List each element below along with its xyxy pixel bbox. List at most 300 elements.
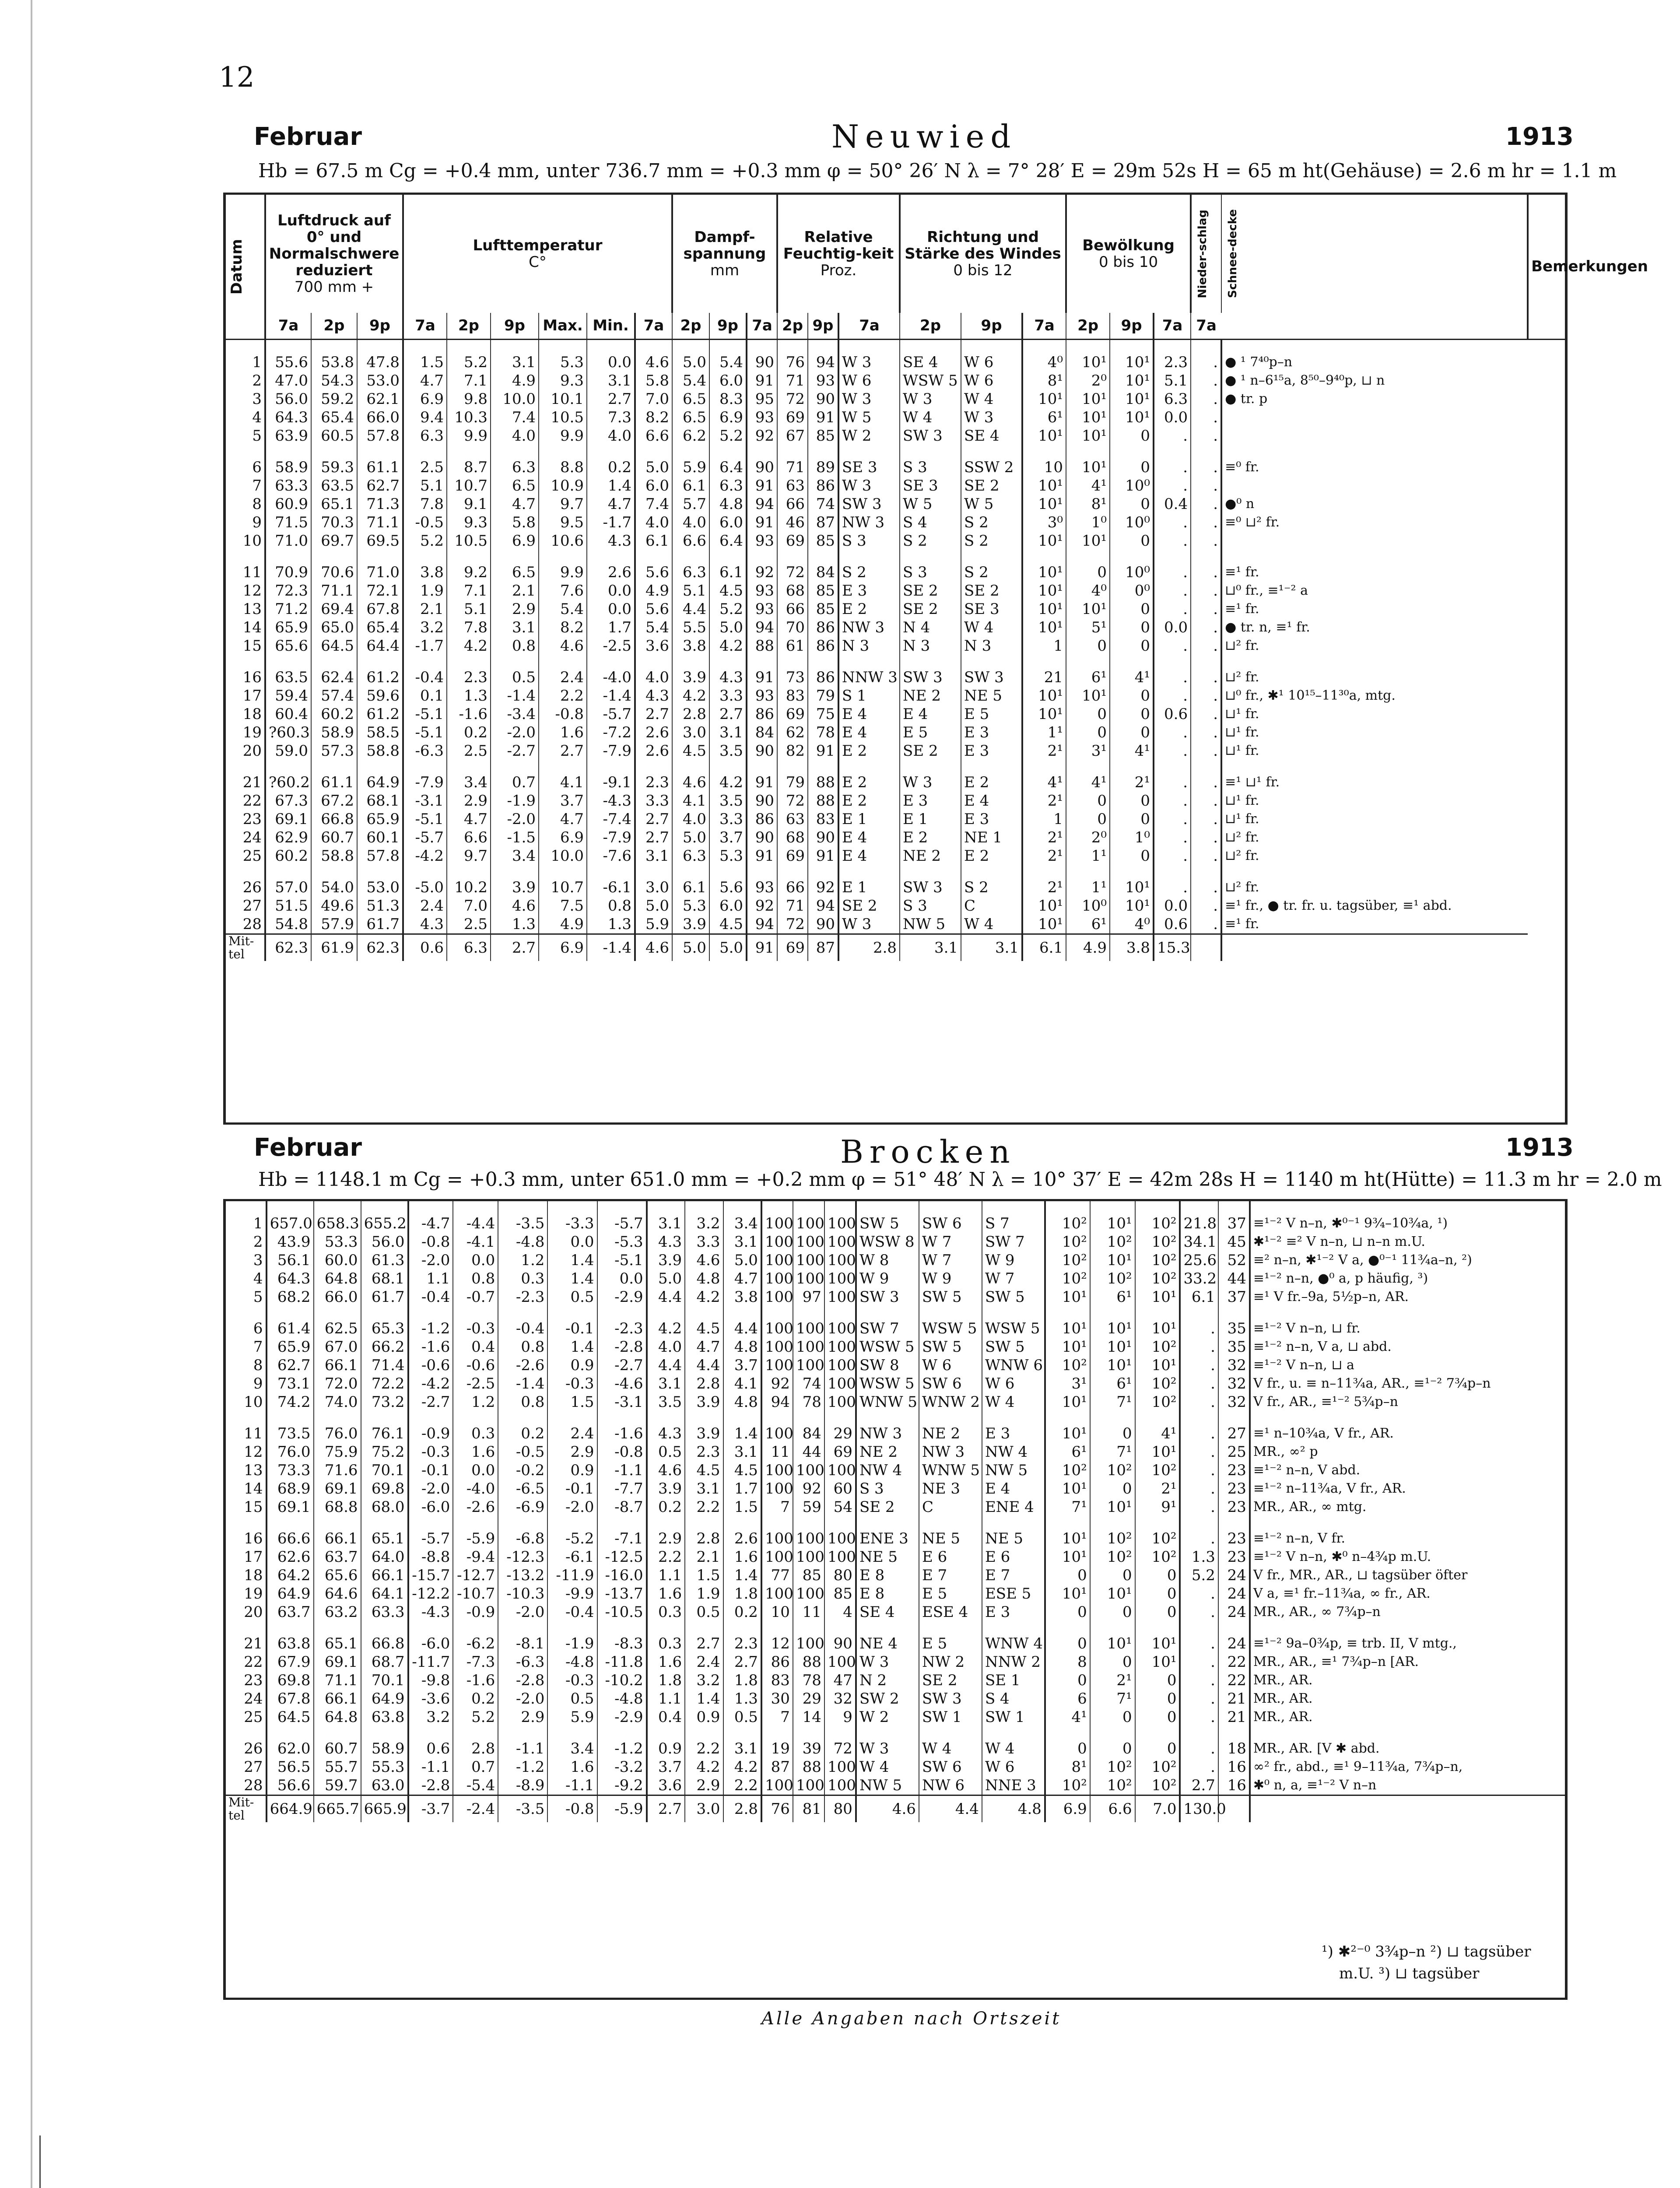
value-cell: 10¹ xyxy=(1022,600,1066,618)
value-cell: 10² xyxy=(1045,1776,1090,1795)
value-cell: 56.5 xyxy=(267,1758,314,1776)
value-cell: 93 xyxy=(747,878,777,897)
value-cell: E 4 xyxy=(961,792,1022,810)
row-gap xyxy=(226,655,1565,668)
remarks-cell: ⊔² fr. xyxy=(1221,668,1528,687)
value-cell: 100 xyxy=(824,1548,856,1566)
remarks-cell: ● ¹ 7⁴⁰p–n xyxy=(1221,353,1528,372)
value-cell: -8.1 xyxy=(498,1634,547,1653)
value-cell: 2.9 xyxy=(547,1443,597,1461)
day-cell: 16 xyxy=(242,668,262,686)
value-cell: 0.5 xyxy=(647,1443,685,1461)
value-cell: 0 xyxy=(1090,1603,1135,1621)
value-cell: 10¹ xyxy=(1022,618,1066,637)
value-cell: -3.4 xyxy=(491,705,539,723)
value-cell: 2.2 xyxy=(685,1498,723,1516)
value-cell: . xyxy=(1154,600,1191,618)
mean-cell xyxy=(1191,934,1221,961)
value-cell: SW 3 xyxy=(900,427,961,445)
value-cell: 3.5 xyxy=(709,742,747,760)
value-cell: 3.1 xyxy=(647,1214,685,1233)
value-cell: 4.3 xyxy=(635,687,672,705)
value-cell: 2.8 xyxy=(685,1375,723,1393)
value-cell: 9.5 xyxy=(539,513,587,532)
value-cell: 6.9 xyxy=(491,532,539,550)
value-cell: WSW 5 xyxy=(919,1319,982,1338)
table-row xyxy=(226,1319,1565,1338)
day-cell: 25 xyxy=(242,847,262,865)
value-cell: . xyxy=(1191,742,1221,760)
value-cell: 0 xyxy=(1110,600,1154,618)
value-cell: 10¹ xyxy=(1022,897,1066,915)
value-cell: 100 xyxy=(824,1319,856,1338)
value-cell: -5.3 xyxy=(597,1233,647,1251)
value-cell: 10² xyxy=(1135,1375,1180,1393)
remarks-cell: V fr., u. ≡ n–11¾a, AR., ≡¹⁻² 7¾p–n xyxy=(1250,1375,1565,1393)
value-cell: 0 xyxy=(1110,532,1154,550)
value-cell: 55.7 xyxy=(314,1758,361,1776)
value-cell: 4.7 xyxy=(685,1338,723,1356)
value-cell: 3.3 xyxy=(685,1233,723,1251)
n-7a-head: 7a xyxy=(1154,313,1191,339)
value-cell: 90 xyxy=(808,915,838,934)
value-cell: -5.2 xyxy=(547,1529,597,1548)
value-cell: 10¹ xyxy=(1090,1634,1135,1653)
value-cell: 91 xyxy=(808,742,838,760)
value-cell: 66.1 xyxy=(314,1529,361,1548)
value-cell: NNE 3 xyxy=(982,1776,1045,1795)
value-cell: 4.6 xyxy=(539,637,587,655)
day-cell: 26 xyxy=(242,878,262,896)
value-cell: 3⁰ xyxy=(1022,513,1066,532)
remarks-cell: MR., AR., ∞ 7¾p–n xyxy=(1250,1603,1565,1621)
value-cell: 0.0 xyxy=(1154,408,1191,427)
value-cell: 6.3 xyxy=(491,458,539,477)
value-cell: 5.0 xyxy=(672,353,709,372)
value-cell: -7.4 xyxy=(587,810,635,828)
value-cell: 0.9 xyxy=(685,1708,723,1726)
value-cell: -2.8 xyxy=(498,1671,547,1690)
value-cell: -13.7 xyxy=(597,1585,647,1603)
value-cell: 58.9 xyxy=(265,458,311,477)
brocken-table-frame xyxy=(223,1199,1568,2000)
value-cell: 94 xyxy=(808,353,838,372)
value-cell: 51.5 xyxy=(265,897,311,915)
value-cell: 62.5 xyxy=(314,1319,361,1338)
value-cell: 29 xyxy=(793,1690,824,1708)
brocken-year: 1913 xyxy=(1505,1133,1574,1162)
value-cell: 3.7 xyxy=(723,1356,761,1375)
value-cell: 5.9 xyxy=(547,1708,597,1726)
value-cell: W 6 xyxy=(982,1758,1045,1776)
table-row xyxy=(226,1443,1565,1461)
value-cell: 61.7 xyxy=(357,915,403,934)
value-cell: 9.9 xyxy=(539,427,587,445)
value-cell: 3.1 xyxy=(723,1443,761,1461)
brocken-footnote-1: ¹) ✱²⁻⁰ 3¾p–n ²) ⊔ tagsüber xyxy=(1322,1943,1531,1960)
value-cell: W 2 xyxy=(856,1708,919,1726)
value-cell: -0.5 xyxy=(498,1443,547,1461)
dampf-header: Dampf-spannung mm xyxy=(672,195,777,313)
e-2p-head: 2p xyxy=(672,313,709,339)
mean-label: Mit-tel xyxy=(226,934,265,961)
value-cell: 89 xyxy=(808,458,838,477)
value-cell: SW 3 xyxy=(900,668,961,687)
value-cell: W 3 xyxy=(838,477,900,495)
value-cell: 4¹ xyxy=(1066,773,1110,792)
value-cell: 62.7 xyxy=(357,477,403,495)
table-row xyxy=(226,532,1565,550)
value-cell: 4¹ xyxy=(1066,477,1110,495)
value-cell: -0.8 xyxy=(597,1443,647,1461)
value-cell: 6.1 xyxy=(1180,1288,1218,1306)
value-cell: 0.0 xyxy=(587,600,635,618)
value-cell: -3.1 xyxy=(597,1393,647,1411)
value-cell: E 5 xyxy=(961,705,1022,723)
value-cell: 22 xyxy=(1218,1653,1250,1671)
table-row xyxy=(226,1529,1565,1548)
value-cell: 86 xyxy=(808,477,838,495)
value-cell: 60.9 xyxy=(265,495,311,513)
value-cell: 100 xyxy=(824,1338,856,1356)
value-cell: WNW 5 xyxy=(856,1393,919,1411)
value-cell: 93 xyxy=(747,408,777,427)
value-cell: 68.1 xyxy=(357,792,403,810)
value-cell: 5.6 xyxy=(709,878,747,897)
value-cell: 72 xyxy=(824,1739,856,1758)
p-9p-head: 9p xyxy=(357,313,403,339)
schneedecke-header: Schnee-decke xyxy=(1221,195,1528,313)
day-cell: 28 xyxy=(242,915,262,933)
day-cell: 15 xyxy=(242,637,262,655)
value-cell: 5.0 xyxy=(709,618,747,637)
value-cell: 94 xyxy=(747,618,777,637)
value-cell: . xyxy=(1180,1653,1218,1671)
mean-cell: -0.8 xyxy=(547,1795,597,1823)
value-cell: 10¹ xyxy=(1045,1393,1090,1411)
value-cell: 100 xyxy=(793,1356,824,1375)
table-row xyxy=(226,1338,1565,1356)
value-cell: 1⁰ xyxy=(1066,513,1110,532)
value-cell: . xyxy=(1191,408,1221,427)
value-cell: 0 xyxy=(1066,705,1110,723)
value-cell: 7.0 xyxy=(635,390,672,408)
value-cell: NE 2 xyxy=(900,847,961,865)
value-cell: 5.2 xyxy=(709,427,747,445)
value-cell: 7.1 xyxy=(447,582,491,600)
e-9p-head: 9p xyxy=(709,313,747,339)
value-cell: 4.4 xyxy=(647,1288,685,1306)
value-cell: 0⁰ xyxy=(1110,582,1154,600)
value-cell: 4.4 xyxy=(647,1356,685,1375)
value-cell: -2.0 xyxy=(498,1690,547,1708)
value-cell: SE 3 xyxy=(838,458,900,477)
value-cell: W 4 xyxy=(961,390,1022,408)
value-cell: 4¹ xyxy=(1045,1708,1090,1726)
mean-cell: 80 xyxy=(824,1795,856,1823)
value-cell: 10¹ xyxy=(1090,1251,1135,1269)
value-cell: 1.7 xyxy=(723,1480,761,1498)
mean-cell: 62.3 xyxy=(265,934,311,961)
value-cell: 47 xyxy=(824,1671,856,1690)
value-cell: 23 xyxy=(1218,1498,1250,1516)
value-cell: 71.3 xyxy=(357,495,403,513)
value-cell: 2.2 xyxy=(685,1739,723,1758)
value-cell: 79 xyxy=(777,773,808,792)
value-cell: -6.3 xyxy=(498,1653,547,1671)
value-cell: 2.8 xyxy=(453,1739,498,1758)
value-cell: -10.5 xyxy=(597,1603,647,1621)
value-cell: 27 xyxy=(1218,1424,1250,1443)
value-cell: 3.2 xyxy=(403,618,447,637)
value-cell: . xyxy=(1191,878,1221,897)
value-cell: . xyxy=(1154,477,1191,495)
value-cell: 0 xyxy=(1110,723,1154,742)
value-cell: NW 4 xyxy=(982,1443,1045,1461)
value-cell: 3.6 xyxy=(635,637,672,655)
value-cell: W 4 xyxy=(900,408,961,427)
value-cell: . xyxy=(1154,563,1191,582)
table-row xyxy=(226,1758,1565,1776)
remarks-cell: ≡¹⁻² V n–n, ✱⁰⁻¹ 9¾–10¾a, ¹) xyxy=(1250,1214,1565,1233)
value-cell: 10² xyxy=(1045,1233,1090,1251)
value-cell: SW 6 xyxy=(919,1375,982,1393)
value-cell: 0.3 xyxy=(647,1634,685,1653)
value-cell: 2.3 xyxy=(447,668,491,687)
value-cell: -5.4 xyxy=(453,1776,498,1795)
value-cell: 0 xyxy=(1110,495,1154,513)
value-cell: 57.3 xyxy=(311,742,357,760)
value-cell: 0 xyxy=(1090,1739,1135,1758)
value-cell: 23 xyxy=(1218,1480,1250,1498)
value-cell: -1.4 xyxy=(587,687,635,705)
mean-cell: 2.7 xyxy=(491,934,539,961)
value-cell: 7.8 xyxy=(403,495,447,513)
value-cell: 4.2 xyxy=(685,1288,723,1306)
value-cell: 10² xyxy=(1135,1251,1180,1269)
wind-header: Richtung und Stärke des Windes 0 bis 12 xyxy=(900,195,1066,313)
value-cell: 9.3 xyxy=(539,372,587,390)
value-cell: 58.8 xyxy=(311,847,357,865)
value-cell: 10¹ xyxy=(1135,1443,1180,1461)
value-cell: 75.2 xyxy=(361,1443,408,1461)
value-cell: SSW 2 xyxy=(961,458,1022,477)
value-cell: 10² xyxy=(1135,1529,1180,1548)
value-cell: 1.1 xyxy=(647,1690,685,1708)
value-cell: 0.6 xyxy=(1154,915,1191,934)
value-cell: 6.1 xyxy=(709,563,747,582)
value-cell: 10¹ xyxy=(1066,353,1110,372)
remarks-cell: ≡¹⁻² V n–n, ⊔ a xyxy=(1250,1356,1565,1375)
value-cell: 4.2 xyxy=(447,637,491,655)
value-cell: 4.5 xyxy=(709,582,747,600)
value-cell: 4.7 xyxy=(403,372,447,390)
value-cell: 0.0 xyxy=(453,1461,498,1480)
value-cell: 71.1 xyxy=(311,582,357,600)
value-cell: 6.9 xyxy=(403,390,447,408)
value-cell: 1.2 xyxy=(453,1393,498,1411)
value-cell: 4.7 xyxy=(491,495,539,513)
value-cell: . xyxy=(1191,372,1221,390)
value-cell: 66.0 xyxy=(357,408,403,427)
value-cell: 2.1 xyxy=(685,1548,723,1566)
value-cell: 90 xyxy=(747,742,777,760)
value-cell: 73 xyxy=(777,668,808,687)
value-cell: 100 xyxy=(824,1214,856,1233)
f-9p-head: 9p xyxy=(808,313,838,339)
value-cell: 0.2 xyxy=(447,723,491,742)
value-cell: 10¹ xyxy=(1090,1338,1135,1356)
value-cell: -1.4 xyxy=(498,1375,547,1393)
value-cell: 100 xyxy=(824,1251,856,1269)
remarks-cell: MR., AR. xyxy=(1250,1690,1565,1708)
table-row xyxy=(226,1498,1565,1516)
value-cell: S 2 xyxy=(961,878,1022,897)
value-cell: 9 xyxy=(824,1708,856,1726)
value-cell: 0 xyxy=(1135,1690,1180,1708)
value-cell: 100 xyxy=(824,1776,856,1795)
t-7a-head: 7a xyxy=(403,313,447,339)
value-cell: 63.2 xyxy=(314,1603,361,1621)
value-cell: -1.6 xyxy=(447,705,491,723)
mean-cell: -5.9 xyxy=(597,1795,647,1823)
value-cell: -12.7 xyxy=(453,1566,498,1585)
value-cell: 44 xyxy=(1218,1269,1250,1288)
value-cell: E 2 xyxy=(838,742,900,760)
mean-cell: 3.1 xyxy=(900,934,961,961)
value-cell: 3.4 xyxy=(547,1739,597,1758)
value-cell: 11 xyxy=(793,1603,824,1621)
value-cell: 4.7 xyxy=(723,1269,761,1288)
value-cell: NE 2 xyxy=(919,1424,982,1443)
value-cell: S 1 xyxy=(838,687,900,705)
value-cell: 9.9 xyxy=(447,427,491,445)
value-cell: E 3 xyxy=(982,1603,1045,1621)
row-gap xyxy=(226,1306,1565,1319)
value-cell: -1.1 xyxy=(408,1758,453,1776)
value-cell: 0.5 xyxy=(547,1288,597,1306)
value-cell: E 8 xyxy=(856,1585,919,1603)
value-cell: 87 xyxy=(761,1758,793,1776)
value-cell: 8.3 xyxy=(709,390,747,408)
value-cell: C xyxy=(919,1498,982,1516)
value-cell: 100 xyxy=(761,1529,793,1548)
value-cell: 6 xyxy=(1045,1690,1090,1708)
value-cell: 66.1 xyxy=(361,1566,408,1585)
value-cell: 100 xyxy=(793,1251,824,1269)
value-cell: 7.3 xyxy=(587,408,635,427)
value-cell: -5.7 xyxy=(403,828,447,847)
value-cell: 10¹ xyxy=(1135,1319,1180,1338)
mean-cell: 6.3 xyxy=(447,934,491,961)
value-cell: . xyxy=(1191,427,1221,445)
value-cell: E 3 xyxy=(961,742,1022,760)
value-cell: 4⁰ xyxy=(1066,582,1110,600)
value-cell: 4⁰ xyxy=(1022,353,1066,372)
value-cell: 62.0 xyxy=(267,1739,314,1758)
value-cell: 64.9 xyxy=(361,1690,408,1708)
value-cell: 100 xyxy=(824,1356,856,1375)
value-cell: 0.2 xyxy=(498,1424,547,1443)
value-cell: 8 xyxy=(1045,1653,1090,1671)
value-cell: 10² xyxy=(1135,1461,1180,1480)
value-cell: 66.2 xyxy=(361,1338,408,1356)
value-cell: 2.1 xyxy=(491,582,539,600)
value-cell: 32 xyxy=(824,1690,856,1708)
value-cell: NW 3 xyxy=(838,618,900,637)
value-cell: 58.5 xyxy=(357,723,403,742)
value-cell: -7.6 xyxy=(587,847,635,865)
brocken-footnote-2: m.U. ³) ⊔ tagsüber xyxy=(1339,1965,1480,1982)
value-cell: 44 xyxy=(793,1443,824,1461)
value-cell: 3.1 xyxy=(635,847,672,865)
value-cell: 7.6 xyxy=(539,582,587,600)
table-row xyxy=(226,1708,1565,1726)
table-row xyxy=(226,1603,1565,1621)
value-cell: 93 xyxy=(747,600,777,618)
value-cell: NW 6 xyxy=(919,1776,982,1795)
value-cell: 10¹ xyxy=(1045,1585,1090,1603)
value-cell: 3.5 xyxy=(647,1393,685,1411)
value-cell: W 8 xyxy=(856,1251,919,1269)
value-cell: 100 xyxy=(761,1480,793,1498)
value-cell: 9.4 xyxy=(403,408,447,427)
value-cell: 10² xyxy=(1090,1233,1135,1251)
value-cell: 63.3 xyxy=(265,477,311,495)
value-cell: 56.1 xyxy=(267,1251,314,1269)
remarks-cell: ≡¹⁻² n–n, V abd. xyxy=(1250,1461,1565,1480)
value-cell: 1¹ xyxy=(1066,878,1110,897)
value-cell: -1.7 xyxy=(403,637,447,655)
value-cell: 71.2 xyxy=(265,600,311,618)
day-cell: 6 xyxy=(253,1320,263,1337)
value-cell: 21 xyxy=(1218,1708,1250,1726)
neuwied-table xyxy=(226,195,1648,961)
value-cell: NE 4 xyxy=(856,1634,919,1653)
day-cell: 5 xyxy=(252,427,262,445)
value-cell: 6.3 xyxy=(672,563,709,582)
value-cell: 3.1 xyxy=(491,618,539,637)
value-cell: 69 xyxy=(777,847,808,865)
table-row xyxy=(226,1461,1565,1480)
value-cell: 3.9 xyxy=(672,668,709,687)
value-cell: SW 1 xyxy=(982,1708,1045,1726)
value-cell: -0.1 xyxy=(547,1319,597,1338)
value-cell: 76 xyxy=(777,353,808,372)
value-cell: 85 xyxy=(808,532,838,550)
value-cell: 3.7 xyxy=(709,828,747,847)
value-cell: 10⁰ xyxy=(1066,897,1110,915)
b-2p-head: 2p xyxy=(1066,313,1110,339)
remarks-cell xyxy=(1221,532,1528,550)
value-cell: 0.2 xyxy=(723,1603,761,1621)
value-cell: 0.5 xyxy=(491,668,539,687)
value-cell: 4⁰ xyxy=(1110,915,1154,934)
mean-cell: 62.3 xyxy=(357,934,403,961)
value-cell: . xyxy=(1154,582,1191,600)
value-cell: 4.0 xyxy=(672,810,709,828)
value-cell: 2.9 xyxy=(498,1708,547,1726)
day-cell: 21 xyxy=(242,773,262,791)
value-cell: . xyxy=(1191,773,1221,792)
t-min-head: Min. xyxy=(587,313,635,339)
value-cell: 10¹ xyxy=(1135,1653,1180,1671)
value-cell: 1¹ xyxy=(1022,723,1066,742)
value-cell: . xyxy=(1191,668,1221,687)
table-row xyxy=(226,1356,1565,1375)
table-row xyxy=(226,1269,1565,1288)
value-cell: N 3 xyxy=(900,637,961,655)
